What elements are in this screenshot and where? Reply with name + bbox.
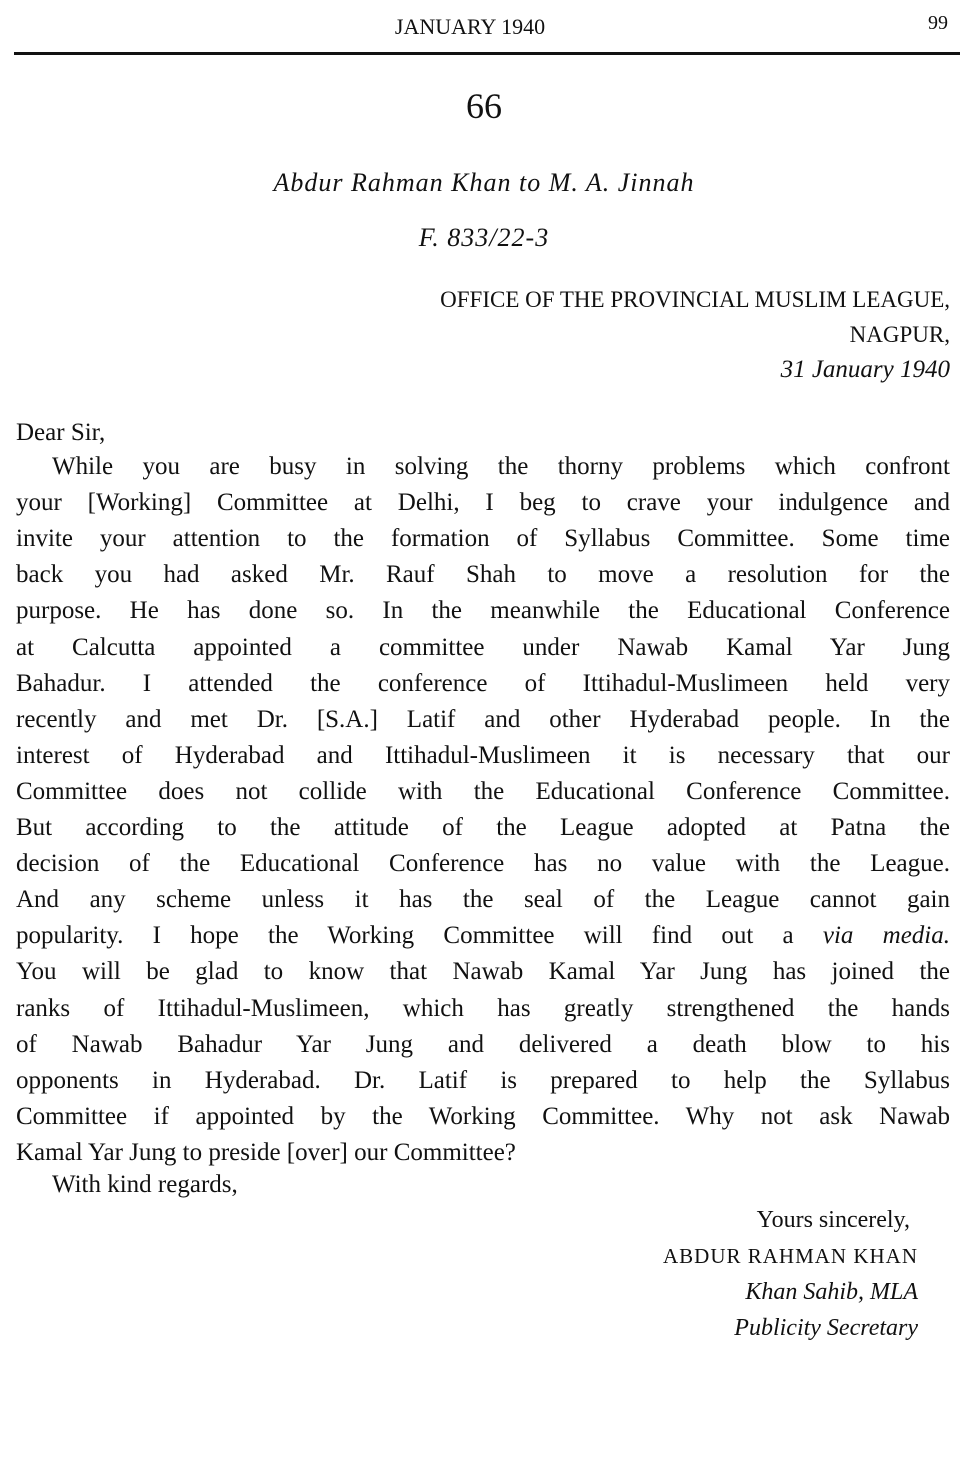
body-line xyxy=(16,524,950,554)
salutation: Dear Sir, xyxy=(16,419,106,446)
body-line-text: While you are busy in solving the thorny problems which confront xyxy=(52,453,950,480)
body-line xyxy=(16,1030,950,1060)
body-line xyxy=(16,596,950,626)
address-line: OFFICE OF THE PROVINCIAL MUSLIM LEAGUE, xyxy=(440,287,950,312)
body-line-text: your [Working] Committee at Delhi, I beg to crave your indulgence and xyxy=(16,489,950,517)
body-line-text: Bahadur. I attended the conference of Ittihadul-Muslimeen held very xyxy=(16,669,950,697)
body-line xyxy=(16,921,950,951)
body-line-text: opponents in Hyderabad. Dr. Latif is prepared to help the Syllabus xyxy=(16,1066,950,1094)
body-line xyxy=(52,452,950,482)
italic-phrase: via media. xyxy=(822,922,950,950)
closing: With kind regards, xyxy=(52,1171,238,1198)
body-line xyxy=(16,994,950,1024)
body-line-text: interest of Hyderabad and Ittihadul-Muslimeen it is necessary that our xyxy=(16,741,950,769)
body-line-text: at Calcutta appointed a committee under Nawab Kamal Yar Jung xyxy=(16,633,950,661)
body-line-text: You will be glad to know that Nawab Kamal Yar Jung has joined the xyxy=(16,958,950,986)
valediction: Yours sincerely, xyxy=(756,1207,910,1233)
body-line-text: And any scheme unless it has the seal of the League cannot gain xyxy=(16,886,950,914)
body-line-text: Kamal Yar Jung to preside [over] our Committee? xyxy=(16,1138,516,1166)
body-line xyxy=(16,1102,950,1132)
body-line xyxy=(16,1066,950,1096)
body-line xyxy=(16,705,950,735)
body-line xyxy=(16,560,950,590)
document-title: Abdur Rahman Khan to M. A. Jinnah xyxy=(273,168,695,197)
body-line xyxy=(16,741,950,771)
body-line-text: invite your attention to the formation of Syllabus Committee. Some time xyxy=(16,525,950,553)
signatory-name: ABDUR RAHMAN KHAN xyxy=(662,1244,918,1268)
signatory-title: Khan Sahib, MLA xyxy=(745,1279,918,1305)
document-number: 66 xyxy=(466,86,502,126)
body-line-text: back you had asked Mr. Rauf Shah to move a resolution for the xyxy=(16,561,950,589)
body-line-text: decision of the Educational Conference has no value with the League. xyxy=(16,850,950,878)
header-rule xyxy=(14,52,960,55)
body-line-text: recently and met Dr. [S.A.] Latif and other Hyderabad people. In the xyxy=(16,705,950,733)
address-line: NAGPUR, xyxy=(849,322,950,347)
body-line xyxy=(16,1138,950,1168)
page-number: 99 xyxy=(928,12,948,34)
body-line-text: But according to the attitude of the League adopted at Patna the xyxy=(16,814,950,841)
body-line xyxy=(16,849,950,879)
document-reference: F. 833/22-3 xyxy=(418,223,550,252)
body-line xyxy=(16,669,950,699)
body-line xyxy=(16,488,950,518)
body-line-text: purpose. He has done so. In the meanwhile the Educational Conference xyxy=(16,597,950,625)
body-line-text: Committee if appointed by the Working Committee. Why not ask Nawab xyxy=(16,1102,950,1130)
letter-date: 31 January 1940 xyxy=(780,356,950,383)
body-line xyxy=(16,813,950,843)
signatory-title: Publicity Secretary xyxy=(734,1315,918,1341)
body-line xyxy=(16,885,950,915)
body-line-text: of Nawab Bahadur Yar Jung and delivered a death blow to his xyxy=(16,1030,950,1058)
body-line xyxy=(16,777,950,807)
body-line-text: Committee does not collide with the Educational Conference Committee. xyxy=(16,777,950,805)
body-line xyxy=(16,957,950,987)
body-line xyxy=(16,633,950,663)
body-line-text: ranks of Ittihadul-Muslimeen, which has greatly strengthened the hands xyxy=(16,994,950,1022)
running-head: JANUARY 1940 xyxy=(394,14,546,39)
body-line-text: popularity. I hope the Working Committee will find out a xyxy=(16,922,794,950)
